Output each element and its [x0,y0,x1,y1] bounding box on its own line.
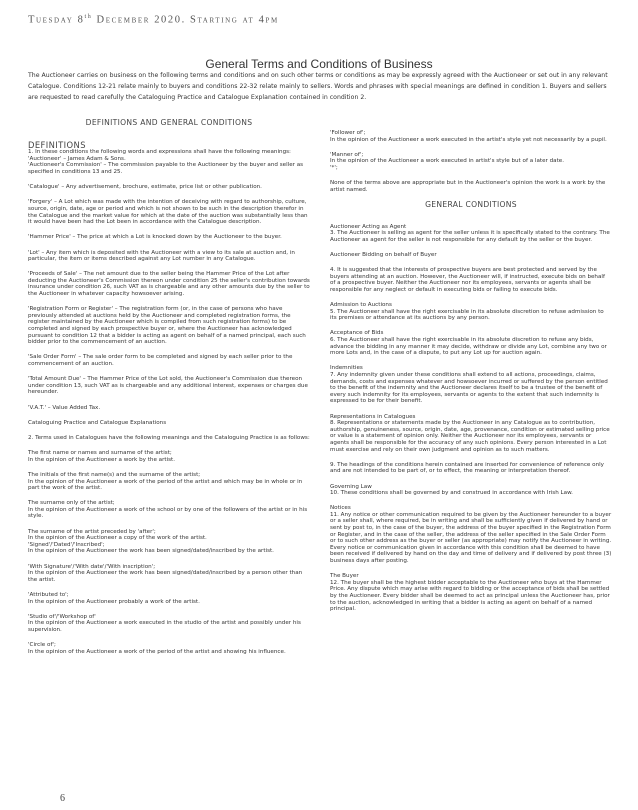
condition-paragraph: 'Attributed to'; In the opinion of the Auctioneer probably a work of the artist. [28,592,200,605]
condition-paragraph: 'Circle of'; In the opinion of the Auctioneer a work of the period of the artist and showing his influence. [28,642,286,655]
condition-paragraph: The surname only of the artist; In the opinion of the Auctioneer a work of the school or by one of the followers of the artist or in his style. [28,500,308,520]
condition-paragraph: 'Studio of'/'Workshop of' In the opinion of the Auctioneer a work executed in the studio of the artist and possibly under his supervision. [28,613,301,633]
document-title: General Terms and Conditions of Business [205,57,433,71]
left-column [28,120,310,664]
condition-paragraph: None of the terms above are appropriate but in the Auctioneer's opinion the work is a work by the artist named. [330,180,606,193]
condition-paragraph: Acceptance of Bids 6. The Auctioneer shall have the right exercisable in its absolute discretion to refuse any bids, advance the bidding in any manner it may decide, withdraw or divide any Lot, combine any two or more Lots and, in the case of a dispute, to put any Lot up for auction again. [330,330,607,357]
condition-paragraph: 4. It is suggested that the interests of prospective buyers are best protected and served by the buyers attending at an auction. However, the Auctioneer will, if instructed, execute bids on behalf of a prospective buyer. Neither the Auctioneer nor its employees, servants or agents shall be responsible for any neglect or default in executing bids or failing to execute bids. [330,267,605,293]
condition-paragraph: The initials of the first name(s) and the surname of the artist; In the opinion of the Auctioneer a work of the period of the artist and which may be in whole or in part the work of the artist. [28,471,303,492]
condition-paragraph: 'Total Amount Due' – The Hammer Price of the Lot sold, the Auctioneer's Commission due thereon under condition 13, such VAT as is chargeable and any additional interest, expenses or charges due hereunder. [28,376,308,396]
header-rest: December 2020. Starting at 4pm [92,14,279,26]
condition-paragraph: 1. In these conditions the following words and expressions shall have the following meanings: 'Auctioneer' – James Adam & Sons. 'Auctioneer's Commission' – The commission payable to the Auctioneer by the buyer and seller as specified in conditions 13 and 25. [28,149,304,175]
condition-paragraph: 'V.A.T.' – Value Added Tax. [28,404,101,411]
section-heading: DEFINITIONS AND GENERAL CONDITIONS [85,118,253,127]
condition-paragraph: 'Lot' – Any item which is deposited with the Auctioneer with a view to its sale at auction and, in particular, the item or items described against any Lot number in any Catalogue. [28,249,295,263]
section-heading: GENERAL CONDITIONS [425,199,517,209]
condition-paragraph: 'Forgery' – A Lot which was made with the intention of deceiving with regard to authorship, culture, source, origin, date, age or period and which is not shown to be such in the description therefor in the Catalogue and the market value for which at the date of the auction was substantially less than it would have been had the Lot been in accordance with the Catalogue description. [28,199,308,226]
definitions-heading: DEFINITIONS [28,139,86,150]
condition-paragraph: The first name or names and surname of the artist; In the opinion of the Auctioneer a work by the artist. [28,450,176,463]
page-header [28,14,279,26]
condition-paragraph: Governing Law 10. These conditions shall be governed by and construed in accordance with Irish Law. [330,483,573,497]
condition-paragraph: Indemnities 7. Any indemnity given under these conditions shall extend to all actions, proceedings, claims, demands, costs and expenses whatever and howsoever incurred or suffered by the person entitled to the benefit of the indemnity and the Auctioneer declares itself to be a trustee of the benefit of every such indemnity for its employees, servants or agents to the extent that such indemnity is expressed to be for their benefit. [330,365,608,405]
header-sup: th [84,14,93,20]
condition-paragraph: 'Hammer Price' – The price at which a Lot is knocked down by the Auctioneer to the buyer. [28,234,282,241]
condition-paragraph: 9. The headings of the conditions herein contained are inserted for convenience of reference only and are not intended to be part of, or to effect, the meaning or interpretation thereof. [330,461,604,475]
header-date: Tuesday 8 [28,14,85,26]
condition-paragraph: 'Follower of'; In the opinion of the Auctioneer a work executed in the artist's style yet not necessarily by a pupil. [330,130,607,143]
condition-paragraph: Representations in Catalogues 8. Representations or statements made by the Auctioneer in any Catalogue as to contribution, authorship, genuineness, source, origin, date, age, provenance, condition or estimated selling price or value is a statement of opinion only. Neither the Auctioneer nor its employees, servants or agents shall be responsible for the accuracy of any such opinions. Every person interested in a Lot must exercise and rely on their own judgment and opinion as to such matters. [330,413,610,453]
condition-paragraph: Auctioneer Acting as Agent 3. The Auctioneer is selling as agent for the seller unless it is specifically stated to the contrary. The Auctioneer as agent for the seller is not responsible for any default by the seller or the buyer. [330,223,610,243]
condition-paragraph: 'Catalogue' – Any advertisement, brochure, estimate, price list or other publication. [28,184,262,191]
condition-paragraph: 'Manner of'; In the opinion of the Auctioneer a work executed in artist's style but of a later date. '*'; [330,151,564,171]
condition-paragraph: 'Sale Order Form' – The sale order form to be completed and signed by each seller prior to the commencement of an auction. [28,354,293,367]
condition-paragraph: Auctioneer Bidding on behalf of Buyer [330,251,437,258]
condition-paragraph: The surname of the artist preceded by 'after'; In the opinion of the Auctioneer a copy of the work of the artist. 'Signed'/'Dated'/'Inscribed'; In the opinion of the Auctioneer the work has been signed/dated/inscribed by the artist. [28,528,274,555]
page-number: 6 [60,793,65,804]
condition-paragraph: Notices 11. Any notice or other communication required to be given by the Auctioneer hereunder to a buyer or a seller shall, where required, be in writing and shall be sufficiently given if delivered by hand or sent by post to, in the case of the buyer, the address of the buyer specified in the Registration Form or Register, and in the case of the seller, the address of the seller specified in the Sale Order Form or to such other address as the buyer or seller (as appropriate) may notify the Auctioneer in writing. Every notice or communication given in accordance with this condition shall be deemed to have been received if delivered by hand on the day and time of delivery and if delivered by post three (3) business days after posting. [330,505,612,565]
right-column [330,130,612,621]
condition-paragraph: 'With Signature'/'With date'/'With inscription'; In the opinion of the Auctioneer the work has been signed/dated/inscribed by a person other than the artist. [28,563,303,583]
condition-paragraph: 'Proceeds of Sale' – The net amount due to the seller being the Hammer Price of the Lot after deducting the Auctioneer's Commission thereon under condition 25 the seller's contribution towards insurance under condition 26, such VAT as is chargeable and any other amounts due by the seller to the Auctioneer in whatever capacity howsoever arising. [28,271,310,298]
condition-paragraph: Admission to Auctions 5. The Auctioneer shall have the right exercisable in its absolute discretion to refuse admission to its premises or attendance at its auctions by any person. [330,302,604,322]
condition-paragraph: 'Registration Form or Register' – The registration form (or, in the case of persons who have previously attended at auctions held by the Auctioneer and completed registration forms, the register maintained by the Auctioneer which is compiled from such registration forms) to be completed and signed by each prospective buyer or, where the Auctioneer has acknowledged pursuant to condition 12 that a bidder is acting as agent on behalf of a named principal, each such bidder prior to the commencement of an auction. [28,306,306,346]
intro-paragraph: The Auctioneer carries on business on the following terms and conditions and on such other terms or conditions as may be expressly agreed with the Auctioneer or set out in any relevant Catalogue. Conditions 12-21 relate mainly to buyers and conditions 22-32 relate mainly to sellers. Words and phrases with special meanings are defined in condition 1. Buyers and sellers are requested to read carefully the Cataloguing Practice and Catalogue Explanation contained in condition 2. [28,72,608,101]
condition-paragraph: Cataloguing Practice and Catalogue Explanations [28,419,167,426]
condition-paragraph: 2. Terms used in Catalogues have the following meanings and the Cataloguing Practice is as follows: [28,434,310,441]
condition-paragraph: The Buyer 12. The buyer shall be the highest bidder acceptable to the Auctioneer who buys at the Hammer Price. Any dispute which may arise with regard to bidding or the acceptance of bids shall be settled by the Auctioneer. Every bidder shall be deemed to act as principal unless the Auctioneer has, prior to the auction, acknowledged in writing that a bidder is acting as agent on behalf of a named principal. [330,573,610,613]
